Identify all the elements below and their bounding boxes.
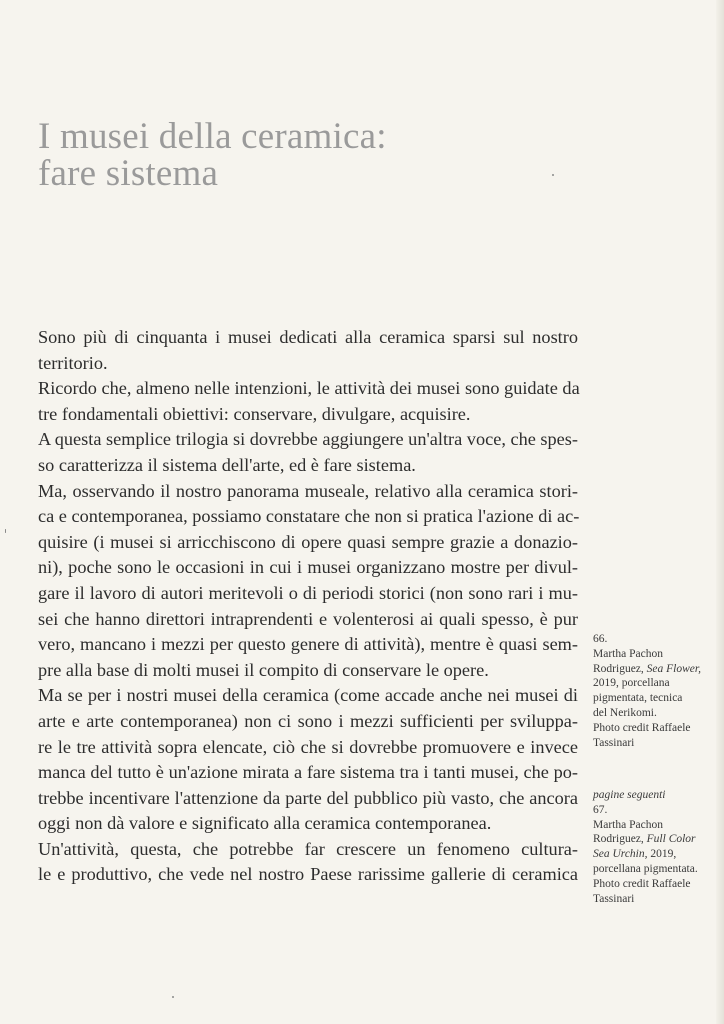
paper-speck (172, 996, 174, 998)
caption-line: porcellana pigmentata. (593, 862, 698, 875)
caption-figure-66 (593, 632, 721, 750)
caption-line: pigmentata, tecnica (593, 692, 683, 705)
caption-year: 2019, (650, 848, 677, 861)
title-line-1: I musei della ceramica: (38, 116, 387, 157)
body-line: Ricordo che, almeno nelle intenzioni, le attività dei musei sono guidate da (38, 378, 580, 399)
caption-author-work (593, 832, 721, 847)
caption-work-title: Full Color (646, 833, 696, 846)
body-line: re le tre attività sopra elencate, ciò che si dovrebbe promuovere e invece (38, 736, 578, 757)
body-text (38, 325, 578, 888)
caption-work-title: Sea Flower, (646, 662, 701, 675)
body-line: so caratterizza il sistema dell'arte, ed è fare sistema. (38, 454, 416, 475)
body-line: Ma se per i nostri musei della ceramica (come accade anche nei musei di (38, 685, 578, 706)
caption-credit: Photo credit Raffaele (593, 721, 691, 734)
caption-label-text: pagine seguenti (593, 789, 666, 801)
caption-credit: Photo credit Raffaele (593, 877, 691, 890)
caption-credit: Tassinari (593, 736, 635, 749)
caption-credit: Tassinari (593, 892, 635, 905)
paper-speck (552, 174, 554, 176)
body-line: gare il lavoro di autori meritevoli o di periodi storici (non sono rari i mu- (38, 582, 578, 603)
caption-author: Martha Pachon (593, 818, 663, 831)
body-line: le e produttivo, che vede nel nostro Paese rarissime gallerie di ceramica (38, 864, 578, 885)
body-line: tre fondamentali obiettivi: conservare, divulgare, acquisire. (38, 403, 471, 424)
caption-figure-67 (593, 788, 721, 906)
caption-author-work (593, 662, 721, 677)
paper-speck (5, 529, 6, 533)
caption-author-surname: Rodriguez, (593, 662, 644, 675)
caption-work-year (593, 847, 721, 862)
body-line: sei che hanno direttori intraprendenti e volenterosi ai quali spesso, è pur (38, 608, 578, 629)
body-line: quisire (i musei si arricchiscono di opere quasi sempre grazie a donazio- (38, 531, 578, 552)
body-line: Sono più di cinquanta i musei dedicati alla ceramica sparsi sul nostro (38, 327, 578, 347)
page-title (38, 118, 387, 192)
body-line: ni), poche sono le occasioni in cui i musei organizzano mostre per divul- (38, 557, 578, 578)
caption-work-title-cont: Sea Urchin, (593, 848, 648, 861)
body-line: A questa semplice trilogia si dovrebbe aggiungere un'altra voce, che spes- (38, 429, 578, 450)
body-line: oggi non dà valore e significato alla ceramica contemporanea. (38, 813, 492, 834)
body-line: trebbe incentivare l'attenzione da parte del pubblico più vasto, che ancora (38, 787, 578, 808)
body-line: Un'attività, questa, che potrebbe far crescere un fenomeno cultura- (38, 838, 578, 859)
body-line: vero, mancano i mezzi per questo genere di attività), mentre è quasi sem- (38, 634, 578, 655)
caption-line: 2019, porcellana (593, 677, 670, 690)
caption-line: del Nerikomi. (593, 706, 657, 719)
body-line: arte e arte contemporanea) non ci sono i mezzi sufficienti per sviluppa- (38, 710, 578, 731)
caption-label (593, 788, 721, 803)
caption-number: 67. (593, 803, 608, 816)
caption-number: 66. (593, 633, 608, 645)
body-line: pre alla base di molti musei il compito di conservare le opere. (38, 659, 489, 680)
body-line: manca del tutto è un'azione mirata a fare sistema tra i tanti musei, che po- (38, 762, 578, 783)
caption-author-surname: Rodriguez, (593, 833, 644, 846)
caption-author: Martha Pachon (593, 647, 663, 660)
body-line: territorio. (38, 352, 108, 373)
title-line-2: fare sistema (38, 153, 219, 194)
body-line: ca e contemporanea, possiamo constatare che non si pratica l'azione di ac- (38, 506, 580, 527)
body-line: Ma, osservando il nostro panorama museale, relativo alla ceramica stori- (38, 480, 578, 501)
